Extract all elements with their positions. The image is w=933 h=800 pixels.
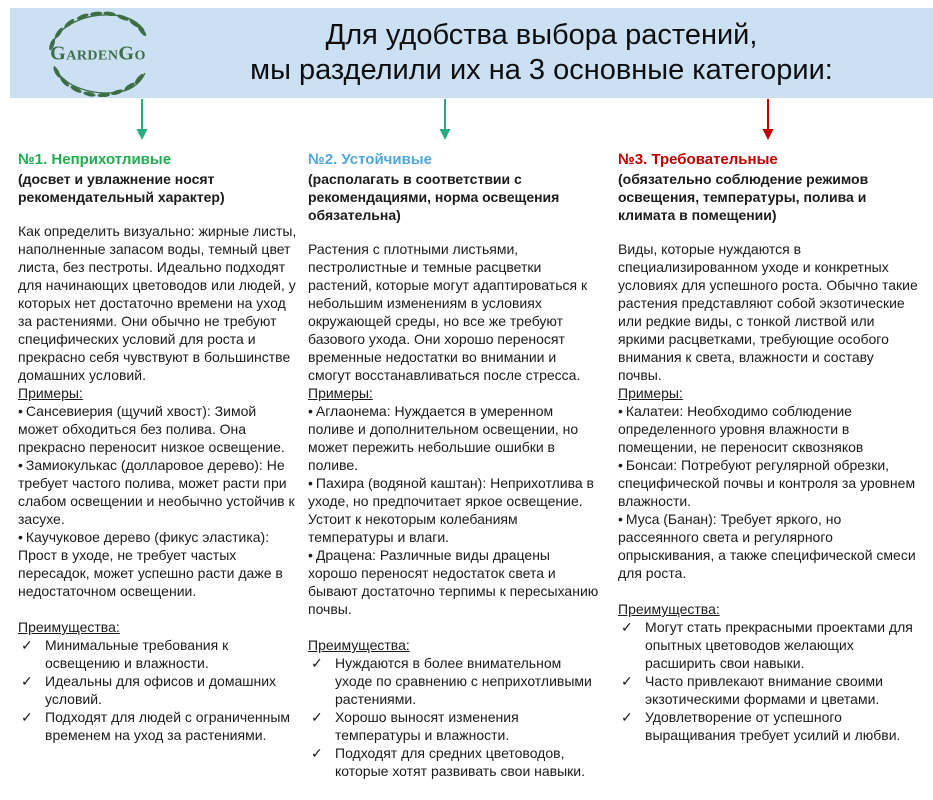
example-item xyxy=(308,546,600,618)
advantage-item xyxy=(18,672,300,708)
advantage-text: Удовлетворение от успешного выращивания требует усилий и любви. xyxy=(645,709,901,743)
check-icon: ✓ xyxy=(621,709,633,725)
bullet-icon: • xyxy=(18,403,23,419)
category-column-2 xyxy=(308,150,600,780)
logo-text: GardenGo xyxy=(50,42,146,65)
examples-label: Примеры: xyxy=(618,385,683,401)
advantage-text: Подходят для средних цветоводов, которые хотят развивать свои навыки. xyxy=(335,745,586,779)
arrow-down-icon xyxy=(761,99,775,141)
example-item xyxy=(18,402,300,456)
check-icon: ✓ xyxy=(621,619,633,635)
advantages-label: Преимущества: xyxy=(308,637,410,653)
advantage-text: Хорошо выносят изменения температуры и влажности. xyxy=(335,709,519,743)
example-item xyxy=(18,528,300,600)
advantage-item xyxy=(308,744,600,780)
bullet-icon: • xyxy=(308,547,313,563)
category-description: Растения с плотными листьями, пестролистные и темные расцветки растений, которые могут адаптироваться к небольшим изменениям в условиях окружающей среды, но все же требуют базового ухода. Они хорошо переносят временные недостатки во внимании и смогут восстанавливаться после стресса. xyxy=(308,241,588,383)
example-text: Бонсаи: Потребуют регулярной обрезки, специфической почвы и контроля за уровнем влажности. xyxy=(618,457,916,509)
example-text: Пахира (водяной каштан): Неприхотлива в уходе, но предпочитает яркое освещение. Устоит к некоторым колебаниям температуры и влаги. xyxy=(308,475,594,545)
category-column-1 xyxy=(18,150,300,744)
example-item xyxy=(618,402,920,456)
advantage-text: Подходят для людей с ограниченным временем на уход за растениями. xyxy=(45,709,291,743)
header-banner xyxy=(10,8,933,98)
example-text: Замиокулькас (долларовое дерево): Не требует частого полива, может расти при слабом освещении и необычно устойчив к засухе. xyxy=(18,457,295,527)
examples-label: Примеры: xyxy=(18,385,83,401)
advantage-text: Нуждаются в более внимательном уходе по сравнению с неприхотливыми растениями. xyxy=(335,655,592,707)
category-heading: №1. Неприхотливые xyxy=(18,151,172,168)
bullet-icon: • xyxy=(308,475,313,491)
page-title-line2: мы разделили их на 3 основные категории: xyxy=(250,54,833,86)
category-column-3 xyxy=(618,150,920,744)
check-icon: ✓ xyxy=(311,745,323,761)
advantage-item xyxy=(18,708,300,744)
advantage-item xyxy=(618,708,920,744)
bullet-icon: • xyxy=(18,457,23,473)
example-item xyxy=(618,510,920,582)
bullet-icon: • xyxy=(18,529,23,545)
advantage-item xyxy=(618,672,920,708)
check-icon: ✓ xyxy=(21,673,33,689)
example-item xyxy=(308,474,600,546)
example-text: Драцена: Различные виды драцены хорошо переносят недостаток света и бывают достаточно терпимы к пересыханию почвы. xyxy=(308,547,599,617)
advantages-label: Преимущества: xyxy=(618,601,720,617)
bullet-icon: • xyxy=(618,403,623,419)
advantage-item xyxy=(308,708,600,744)
example-text: Аглаонема: Нуждается в умеренном поливе и дополнительном освещении, но может пережить небольшие ошибки в поливе. xyxy=(308,403,579,473)
advantage-text: Минимальные требования к освещению и влажности. xyxy=(45,637,229,671)
advantage-text: Идеальны для офисов и домашних условий. xyxy=(45,673,277,707)
example-text: Сансевиерия (щучий хвост): Зимой может обходиться без полива. Она прекрасно переносит низкое освещение. xyxy=(18,403,285,455)
example-text: Каучуковое дерево (фикус эластика): Прост в уходе, не требует частых пересадок, может успешно расти даже в недостаточном освещении. xyxy=(18,529,283,599)
check-icon: ✓ xyxy=(311,709,323,725)
advantage-item xyxy=(618,618,920,672)
arrow-down-icon xyxy=(135,99,149,141)
arrow-down-icon xyxy=(438,99,452,141)
example-text: Калатеи: Необходимо соблюдение определенного уровня влажности в помещении, не переносит сквозняков xyxy=(618,403,864,455)
advantage-item xyxy=(18,636,300,672)
example-item xyxy=(618,456,920,510)
advantage-text: Могут стать прекрасными проектами для опытных цветоводов желающих расширить свои навыки. xyxy=(645,619,913,671)
examples-label: Примеры: xyxy=(308,385,373,401)
category-description: Виды, которые нуждаются в специализированном уходе и конкретных условиях для успешного роста. Обычно такие растения представляют собой экзотические или редкие виды, с тонкой листвой или яркими расцветками, требующие особого внимания к света, влажности и составу почвы. xyxy=(618,241,918,383)
category-subtitle: (обязательно соблюдение режимов освещения, температуры, полива и климата в помещении) xyxy=(618,171,869,223)
advantage-text: Часто привлекают внимание своими экзотическими формами и цветами. xyxy=(645,673,883,707)
check-icon: ✓ xyxy=(621,673,633,689)
example-item xyxy=(18,456,300,528)
bullet-icon: • xyxy=(618,511,623,527)
bullet-icon: • xyxy=(308,403,313,419)
category-subtitle: (располагать в соответствии с рекомендациями, норма освещения обязательна) xyxy=(308,171,560,223)
page-title xyxy=(180,8,903,98)
check-icon: ✓ xyxy=(311,655,323,671)
check-icon: ✓ xyxy=(21,637,33,653)
check-icon: ✓ xyxy=(21,709,33,725)
bullet-icon: • xyxy=(618,457,623,473)
advantages-label: Преимущества: xyxy=(18,619,120,635)
example-item xyxy=(308,402,600,474)
example-text: Муса (Банан): Требует яркого, но рассеянного света и регулярного опрыскивания, а также специфической смеси для роста. xyxy=(618,511,916,581)
advantage-item xyxy=(308,654,600,708)
category-subtitle: (досвет и увлажнение носят рекомендательный характер) xyxy=(18,171,225,205)
page-title-line1: Для удобства выбора растений, xyxy=(325,19,758,52)
category-heading: №3. Требовательные xyxy=(618,151,778,168)
category-heading: №2. Устойчивые xyxy=(308,151,432,168)
category-description: Как определить визуально: жирные листы, наполненные запасом воды, темный цвет листа, без пестроты. Идеально подходят для начинающих цветоводов или людей, у которых нет достаточно времени на уход за растениями. Они обычно не требуют специфических условий для роста и прекрасно себя чувствуют в большинстве домашних условий. xyxy=(18,223,297,383)
gardengo-logo xyxy=(32,9,166,97)
